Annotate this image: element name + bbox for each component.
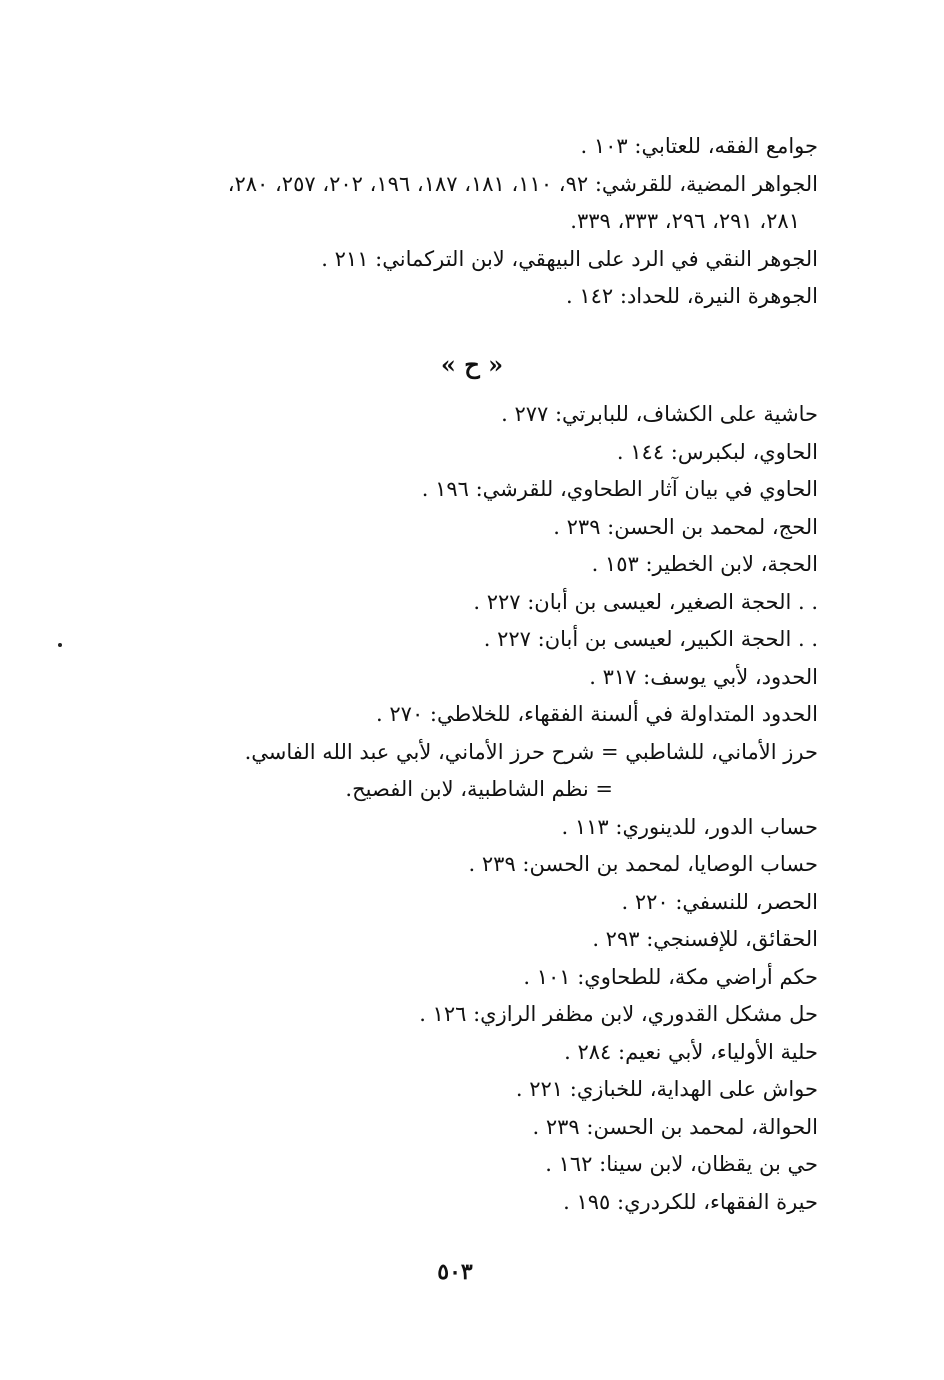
index-entry: حواش على الهداية، للخبازي: ٢٢١ . (515, 1077, 818, 1101)
index-entry: حي بن يقظان، لابن سينا: ١٦٢ . (545, 1152, 818, 1176)
index-entry: الحاوي في بيان آثار الطحاوي، للقرشي: ١٩٦ . (421, 477, 818, 501)
index-entry: الحدود، لأبي يوسف: ٣١٧ . (589, 664, 818, 689)
index-entry: حرز الأماني، للشاطبي = شرح حرز الأماني، لأبي عبد الله الفاسي. (244, 739, 818, 764)
section-heading: « ح » (440, 350, 504, 379)
index-entry: الحج، لمحمد بن الحسن: ٢٣٩ . (553, 514, 818, 539)
index-entry: حكم أراضي مكة، للطحاوي: ١٠١ . (523, 964, 818, 989)
index-entry: الجوهرة النيرة، للحداد: ١٤٢ . (566, 284, 818, 308)
entries-jim (100, 128, 818, 316)
index-entry: الجواهر المضية، للقرشي: ٩٢، ١١٠، ١٨١، ١٨٧، ١٩٦، ٢٠٢، ٢٥٧، ٢٨٠، (227, 171, 818, 196)
index-entry: . . الحجة الصغير، لعيسى بن أبان: ٢٢٧ . (473, 589, 818, 614)
index-entry: حاشية على الكشاف، للبابرتي: ٢٧٧ . (501, 402, 818, 426)
index-entry: جوامع الفقه، للعتابي: ١٠٣ . (580, 134, 818, 158)
index-entry: الحوالة، لمحمد بن الحسن: ٢٣٩ . (532, 1114, 818, 1139)
index-entry: حساب الوصايا، لمحمد بن الحسن: ٢٣٩ . (468, 852, 818, 876)
index-entry: حيرة الفقهاء، للكردري: ١٩٥ . (563, 1189, 818, 1214)
index-entry-continuation: ٢٨١، ٢٩١، ٢٩٦، ٣٣٣، ٣٣٩. (570, 209, 800, 233)
index-entry: . . الحجة الكبير، لعيسى بن أبان: ٢٢٧ . (483, 627, 818, 651)
index-entry: الحاوي، لبكبرس: ١٤٤ . (616, 439, 818, 464)
index-entry: الحقائق، للإفسنجي: ٢٩٣ . (592, 927, 818, 951)
index-entry-continuation: = نظم الشاطبية، لابن الفصيح. (345, 777, 613, 801)
index-entry: الجوهر النقي في الرد على البيهقي، لابن التركماني: ٢١١ . (321, 246, 818, 271)
index-entry: حساب الدور، للدينوري: ١١٣ . (561, 814, 818, 839)
index-entry: الحصر، للنسفي: ٢٢٠ . (621, 889, 818, 914)
index-entry: حل مشكل القدوري، لابن مظفر الرازي: ١٢٦ . (419, 1002, 818, 1026)
page-number: ٥٠٣ (437, 1259, 473, 1285)
entries-ha (100, 396, 818, 1221)
index-entry: الحجة، لابن الخطير: ١٥٣ . (591, 552, 818, 576)
index-entry: الحدود المتداولة في ألسنة الفقهاء، للخلاطي: ٢٧٠ . (376, 702, 818, 726)
margin-dot (58, 643, 62, 647)
index-entry: حلية الأولياء، لأبي نعيم: ٢٨٤ . (564, 1039, 818, 1064)
